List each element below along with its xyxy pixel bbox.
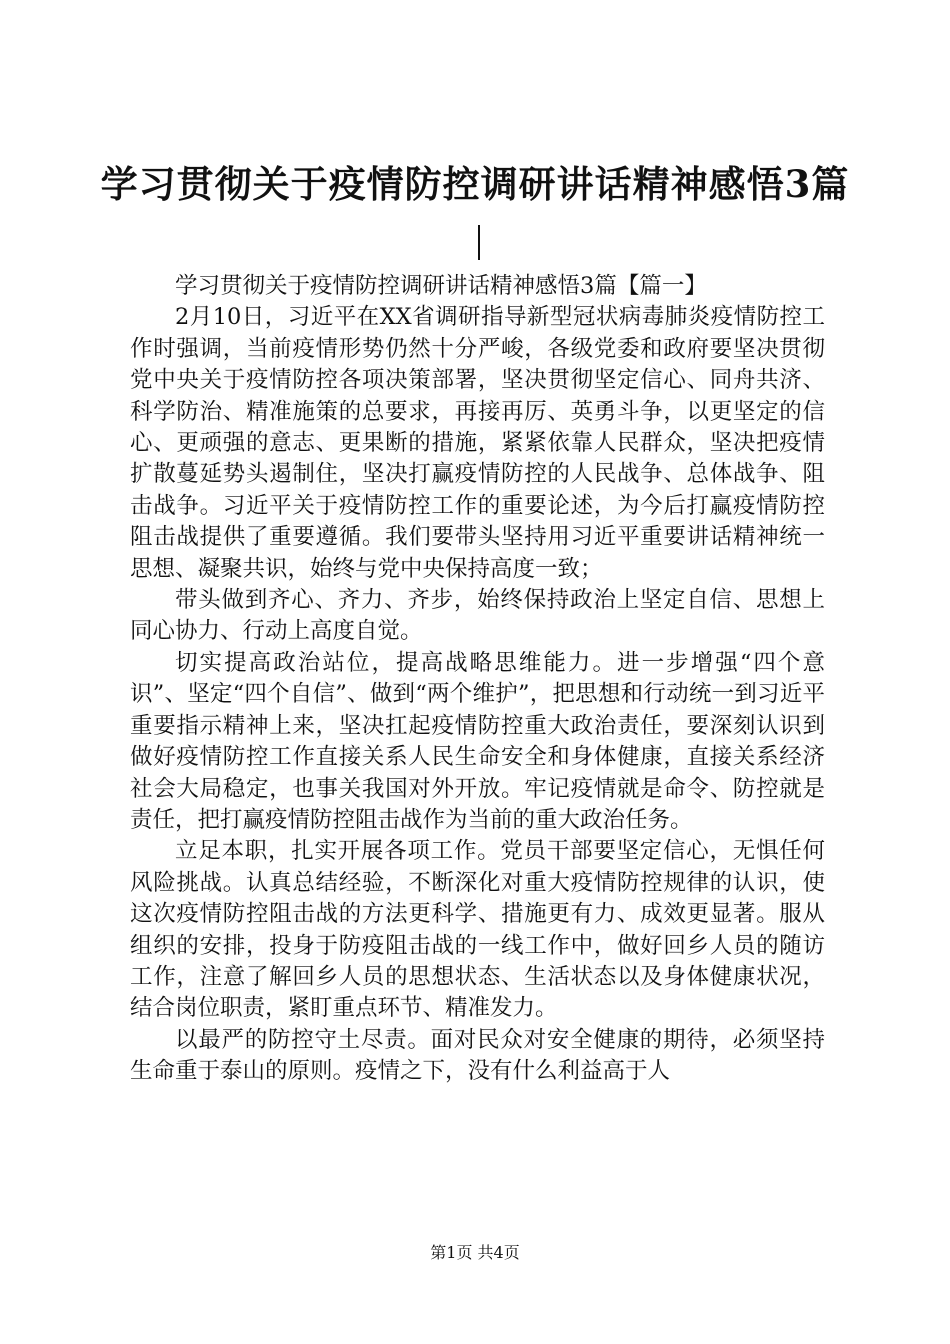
section-heading: 学习贯彻关于疫情防控调研讲话精神感悟3篇【篇一】 [175,273,707,299]
page-footer: 第1页 共4页 [430,1243,520,1262]
text-cursor [478,225,480,260]
document-body [130,271,825,1088]
paragraph: 以最严的防控守土尽责。面对民众对安全健康的期待，必须坚持生命重于泰山的原则。疫情之下，没有什么利益高于人 [130,1026,825,1085]
paragraph: 2月10日，习近平在XX省调研指导新型冠状病毒肺炎疫情防控工作时强调，当前疫情形势仍然十分严峻，各级党委和政府要坚决贯彻党中央关于疫情防控各项决策部署，坚决贯彻坚定信心、同舟共济、科学防治、精准施策的总要求，再接再厉、英勇斗争，以更坚定的信心、更顽强的意志、更果断的措施，紧紧依靠人民群众，坚决把疫情扩散蔓延势头遏制住，坚决打赢疫情防控的人民战争、总体战争、阻击战争。习近平关于疫情防控工作的重要论述，为今后打赢疫情防控阻击战提供了重要遵循。我们要带头坚持用习近平重要讲话精神统一思想、凝聚共识，始终与党中央保持高度一致； [130,304,825,582]
paragraph: 带头做到齐心、齐力、齐步，始终保持政治上坚定自信、思想上同心协力、行动上高度自觉。 [130,587,825,645]
paragraph: 立足本职，扎实开展各项工作。党员干部要坚定信心，无惧任何风险挑战。认真总结经验，不断深化对重大疫情防控规律的认识，使这次疫情防控阻击战的方法更科学、措施更有力、成效更显著。服从组织的安排，投身于防疫阻击战的一线工作中，做好回乡人员的随访工作，注意了解回乡人员的思想状态、生活状态以及身体健康状况，结合岗位职责，紧盯重点环节、精准发力。 [130,838,825,1022]
paragraph: 切实提高政治站位，提高战略思维能力。进一步增强“四个意识”、坚定“四个自信”、做到“两个维护”，把思想和行动统一到习近平重要指示精神上来，坚决扛起疫情防控重大政治责任，要深刻认识到做好疫情防控工作直接关系人民生命安全和身体健康，直接关系经济社会大局稳定，也事关我国对外开放。牢记疫情就是命令、防控就是责任，把打赢疫情防控阻击战作为当前的重大政治任务。 [130,649,825,833]
document-title: 学习贯彻关于疫情防控调研讲话精神感悟3篇 [100,162,850,206]
